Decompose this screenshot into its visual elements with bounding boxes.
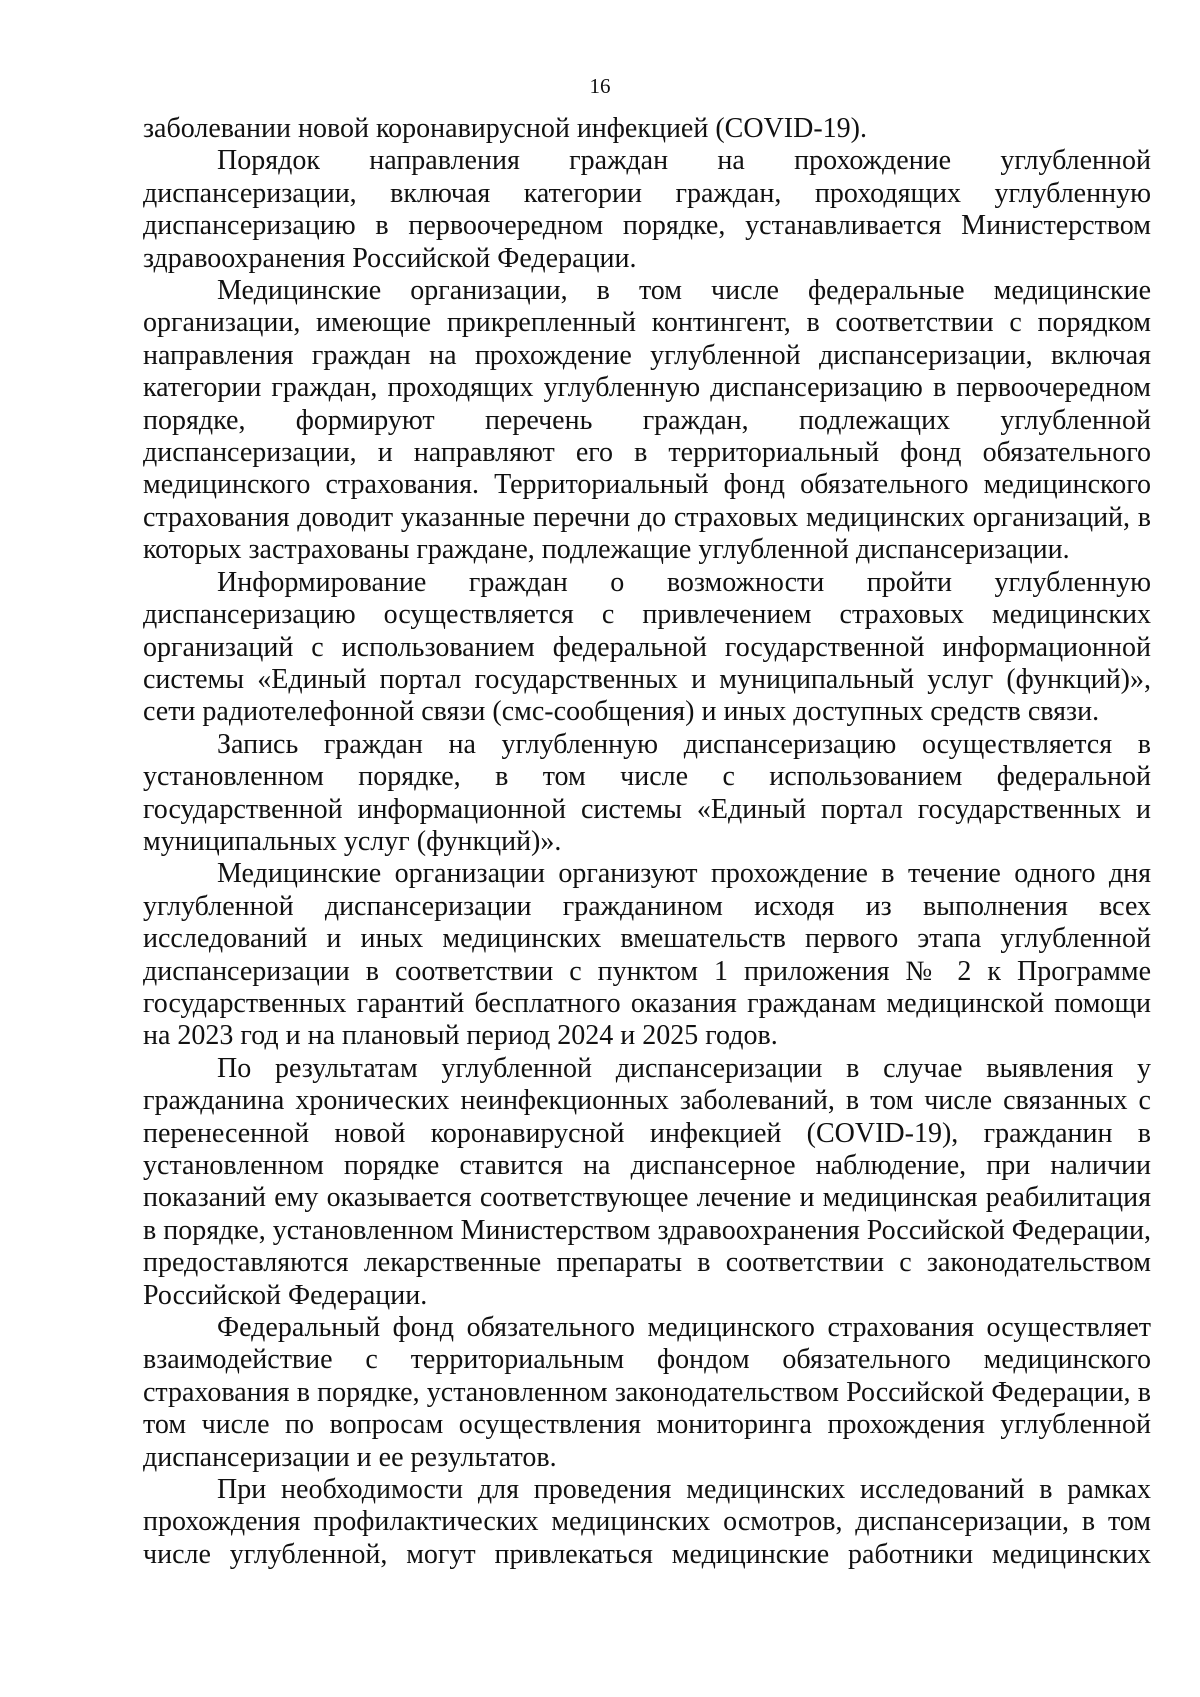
paragraph: По результатам углубленной диспансеризации в случае выявления у гражданина хронических неинфекционных заболеваний, в том числе связанных с перенесенной новой коронавирусной инфекцией (COVID-19), гражданин в установленном порядке ставится на диспансерное наблюдение, при наличии показаний ему оказывается соответствующее лечение и медицинская реабилитация в порядке, установленном Министерством здравоохранения Российской Федерации, предоставляются лекарственные препараты в соответствии с законодательством Российской Федерации.: [143, 1052, 1151, 1311]
page-number: 16: [589, 74, 611, 98]
paragraph: Информирование граждан о возможности пройти углубленную диспансеризацию осуществляется с привлечением страховых медицинских организаций с использованием федеральной государственной информационной системы «Единый портал государственных и муниципальный услуг (функций)», сети радиотелефонной связи (смс-сообщения) и иных доступных средств связи.: [143, 566, 1151, 728]
paragraph: Запись граждан на углубленную диспансеризацию осуществляется в установленном порядке, в том числе с использованием федеральной государственной информационной системы «Единый портал государственных и муниципальных услуг (функций)».: [143, 728, 1151, 857]
paragraph: Федеральный фонд обязательного медицинского страхования осуществляет взаимодействие с территориальным фондом обязательного медицинского страхования в порядке, установленном законодательством Российской Федерации, в том числе по вопросам осуществления мониторинга прохождения углубленной диспансеризации и ее результатов.: [143, 1312, 1151, 1473]
paragraph: Медицинские организации организуют прохождение в течение одного дня углубленной диспансеризации гражданином исходя из выполнения всех исследований и иных медицинских вмешательств первого этапа углубленной диспансеризации в соответствии с пунктом 1 приложения № 2 к Программе государственных гарантий бесплатного оказания гражданам медицинской помощи на 2023 год и на плановый период 2024 и 2025 годов.: [143, 858, 1151, 1052]
paragraph-continuation: заболевании новой коронавирусной инфекцией (COVID-19).: [143, 113, 867, 144]
paragraph: Медицинские организации, в том числе федеральные медицинские организации, имеющие прикрепленный контингент, в соответствии с порядком направления граждан на прохождение углубленной диспансеризации, включая категории граждан, проходящих углубленную диспансеризацию в первоочередном порядке, формируют перечень граждан, подлежащих углубленной диспансеризации, и направляют его в территориальный фонд обязательного медицинского страхования. Территориальный фонд обязательного медицинского страхования доводит указанные перечни до страховых медицинских организаций, в которых застрахованы граждане, подлежащие углубленной диспансеризации.: [143, 275, 1151, 566]
document-body: [143, 113, 1151, 1571]
paragraph: Порядок направления граждан на прохождение углубленной диспансеризации, включая категории граждан, проходящих углубленную диспансеризацию в первоочередном порядке, устанавливается Министерством здравоохранения Российской Федерации.: [143, 145, 1151, 274]
paragraph-truncated: При необходимости для проведения медицинских исследований в рамках прохождения профилактических медицинских осмотров, диспансеризации, в том числе углубленной, могут привлекаться медицинские работники медицинских: [143, 1474, 1151, 1570]
